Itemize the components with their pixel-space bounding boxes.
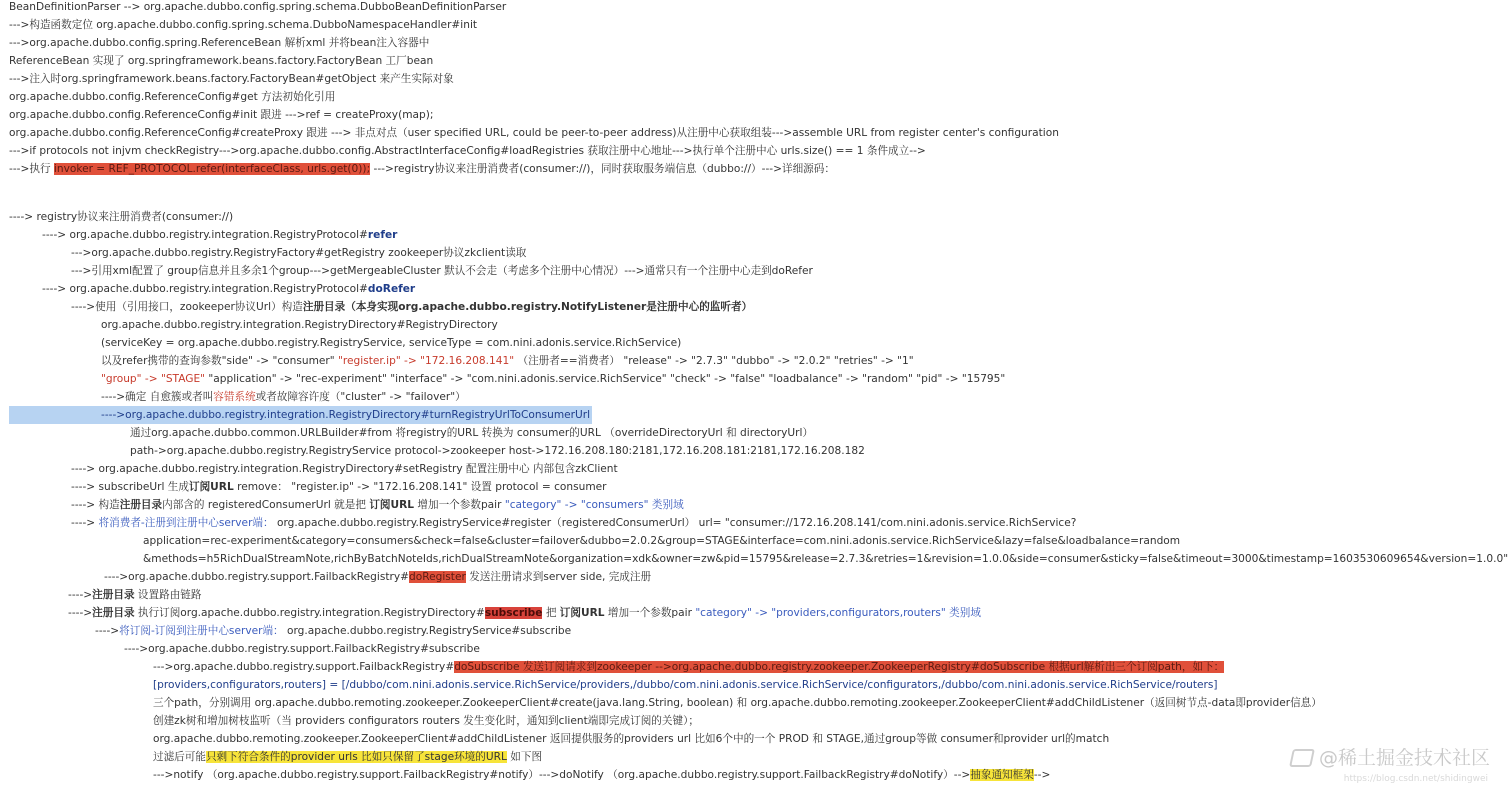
selected-line: ---->org.apache.dubbo.registry.integration.RegistryDirectory#turnRegistryUrlToConsumerUrl <box>9 406 592 424</box>
text-line: path->org.apache.dubbo.registry.RegistryService protocol->zookeeper host->172.16.208.180:2181,172.16.208.181:2181,172.16.208.182 <box>130 445 865 457</box>
text-line: org.apache.dubbo.config.ReferenceConfig#createProxy 跟进 ---> 非点对点（user specified URL, could be peer-to-peer address)从注册中心获取组装--->assemble URL from register center's configuration <box>9 127 1059 139</box>
text-line: --->org.apache.dubbo.registry.support.FailbackRegistry#doSubscribe 发送订阅请求到zookeeper -->org.apache.dubbo.registry.zookeeper.ZookeeperRegistry#doSubscribe 根据url解析出三个订阅path，如下： <box>153 661 1225 673</box>
text-line: ----> 构造注册目录内部含的 registeredConsumerUrl 就是把 订阅URL 增加一个参数pair "category" -> "consumers" 类别域 <box>71 499 684 511</box>
text-line: ---->注册目录 执行订阅org.apache.dubbo.registry.integration.RegistryDirectory#subscribe 把 订阅URL 增加一个参数pair "category" -> "providers,configurators,routers" 类别域 <box>68 607 981 619</box>
text-line: --->notify （org.apache.dubbo.registry.support.FailbackRegistry#notify）--->doNotify （org.apache.dubbo.registry.support.FailbackRegistry#doNotify）-->抽象通知框架--> <box>153 769 1051 781</box>
text-line: org.apache.dubbo.config.ReferenceConfig#get 方法初始化引用 <box>9 91 336 103</box>
juejin-logo-icon <box>1289 749 1315 767</box>
text-line: ---->使用（引用接口，zookeeper协议Url）构造注册目录（本身实现org.apache.dubbo.registry.NotifyListener是注册中心的监听者） <box>71 301 753 313</box>
watermark-brand: @稀土掘金技术社区 <box>1318 747 1490 769</box>
text-line: "group" -> "STAGE" "application" -> "rec-experiment" "interface" -> "com.nini.adonis.service.RichService" "check" -> "false" "loadbalance" -> "random" "pid" -> "15795" <box>101 373 1006 385</box>
text-line: ----> org.apache.dubbo.registry.integration.RegistryDirectory#setRegistry 配置注册中心 内部包含zkClient <box>71 463 618 475</box>
text-line: (serviceKey = org.apache.dubbo.registry.RegistryService, serviceType = com.nini.adonis.service.RichService) <box>101 337 682 349</box>
text-line: BeanDefinitionParser --> org.apache.dubbo.config.spring.schema.DubboBeanDefinitionParser <box>9 1 507 13</box>
text-line: --->org.apache.dubbo.config.spring.ReferenceBean 解析xml 并将bean注入容器中 <box>9 37 430 49</box>
text-line: org.apache.dubbo.config.ReferenceConfig#init 跟进 --->ref = createProxy(map); <box>9 109 434 121</box>
text-line: &methods=h5RichDualStreamNote,richByBatchNoteIds,richDualStreamNote&organization=xdk&owner=zw&pid=15795&release=2.7.3&retries=1&revision=1.0.0&side=consumer&sticky=false&timeout=3000&timestamp=1603530609654&version=1.0.0" <box>143 553 1509 565</box>
text-line: --->org.apache.dubbo.registry.RegistryFactory#getRegistry zookeeper协议zkclient读取 <box>71 247 527 259</box>
text-line: 以及refer携带的查询参数"side" -> "consumer" "register.ip" -> "172.16.208.141" （注册者==消费者） "release" -> "2.7.3" "dubbo" -> "2.0.2" "retries" -> "1" <box>101 355 914 367</box>
text-line: ---->确定 自愈簇或者叫容错系统或者故障容许度（"cluster" -> "failover"） <box>101 391 466 403</box>
text-line: --->引用xml配置了 group信息并且多余1个group--->getMergeableCluster 默认不会走（考虑多个注册中心情况）--->通常只有一个注册中心走到doRefer <box>71 265 813 277</box>
text-line: org.apache.dubbo.remoting.zookeeper.ZookeeperClient#addChildListener 返回提供服务的providers url 比如6个中的一个 PROD 和 STAGE,通过group等做 consumer和provider url的match <box>153 733 1110 745</box>
text-line: 过滤后可能只剩下符合条件的provider urls 比如只保留了stage环境的URL 如下图 <box>153 751 543 763</box>
text-line: 三个path，分别调用 org.apache.dubbo.remoting.zookeeper.ZookeeperClient#create(java.lang.String, boolean) 和 org.apache.dubbo.remoting.zookeeper.ZookeeperClient#addChildListener（返回树节点-data即provider信息） <box>153 697 1322 709</box>
watermark <box>1291 745 1490 771</box>
highlighted-code: invoker = REF_PROTOCOL.refer(interfaceClass, urls.get(0)); <box>53 163 371 175</box>
text-line: ----> registry协议来注册消费者(consumer://) <box>9 211 234 223</box>
text-line: ----> subscribeUrl 生成订阅URL remove： "register.ip" -> "172.16.208.141" 设置 protocol = consumer <box>71 481 607 493</box>
text-line: application=rec-experiment&category=consumers&check=false&cluster=failover&dubbo=2.0.2&group=STAGE&interface=com.nini.adonis.service.RichService&lazy=false&loadbalance=random <box>143 535 1181 547</box>
text-line: ----> org.apache.dubbo.registry.integration.RegistryProtocol#doRefer <box>42 283 416 295</box>
text-line: ----> org.apache.dubbo.registry.integration.RegistryProtocol#refer <box>42 229 398 241</box>
text-line: ----> 将消费者-注册到注册中心server端： org.apache.dubbo.registry.RegistryService#register（registeredConsumerUrl） url= "consumer://172.16.208.141/com.nini.adonis.service.RichService? <box>71 517 1077 529</box>
text-line: ---->org.apache.dubbo.registry.support.FailbackRegistry#doRegister 发送注册请求到server side, 完成注册 <box>104 571 652 583</box>
text-line: --->if protocols not injvm checkRegistry--->org.apache.dubbo.config.AbstractInterfaceConfig#loadRegistries 获取注册中心地址--->执行单个注册中心 urls.size() == 1 条件成立--> <box>9 145 926 157</box>
text-line: ---->将订阅-订阅到注册中心server端： org.apache.dubbo.registry.RegistryService#subscribe <box>95 625 572 637</box>
text-line: 创建zk树和增加树枝监听（当 providers configurators routers 发生变化时，通知到client端即完成订阅的关键）； <box>153 715 699 727</box>
text-line: --->注入时org.springframework.beans.factory.FactoryBean#getObject 来产生实际对象 <box>9 73 454 85</box>
text-line: ---->org.apache.dubbo.registry.support.FailbackRegistry#subscribe <box>124 643 480 655</box>
text-line: --->构造函数定位 org.apache.dubbo.config.spring.schema.DubboNamespaceHandler#init <box>9 19 478 31</box>
text-line: --->执行 invoker = REF_PROTOCOL.refer(interfaceClass, urls.get(0)); --->registry协议来注册消费者(consumer://)，同时获取服务端信息（dubbo://）--->详细源码： <box>9 163 835 175</box>
text-line: [providers,configurators,routers] = [/dubbo/com.nini.adonis.service.RichService/providers,/dubbo/com.nini.adonis.service.RichService/configurators,/dubbo/com.nini.adonis.service.RichService/routers] <box>153 679 1218 691</box>
text-line: org.apache.dubbo.registry.integration.RegistryDirectory#RegistryDirectory <box>101 319 498 331</box>
text-line: ReferenceBean 实现了 org.springframework.beans.factory.FactoryBean 工厂bean <box>9 55 434 67</box>
watermark-url: https://blog.csdn.net/shidingwei <box>1343 774 1488 784</box>
text-line: 通过org.apache.dubbo.common.URLBuilder#from 将registry的URL 转换为 consumer的URL （overrideDirectoryUrl 和 directoryUrl） <box>130 427 814 439</box>
text-line: ---->注册目录 设置路由链路 <box>68 589 202 601</box>
